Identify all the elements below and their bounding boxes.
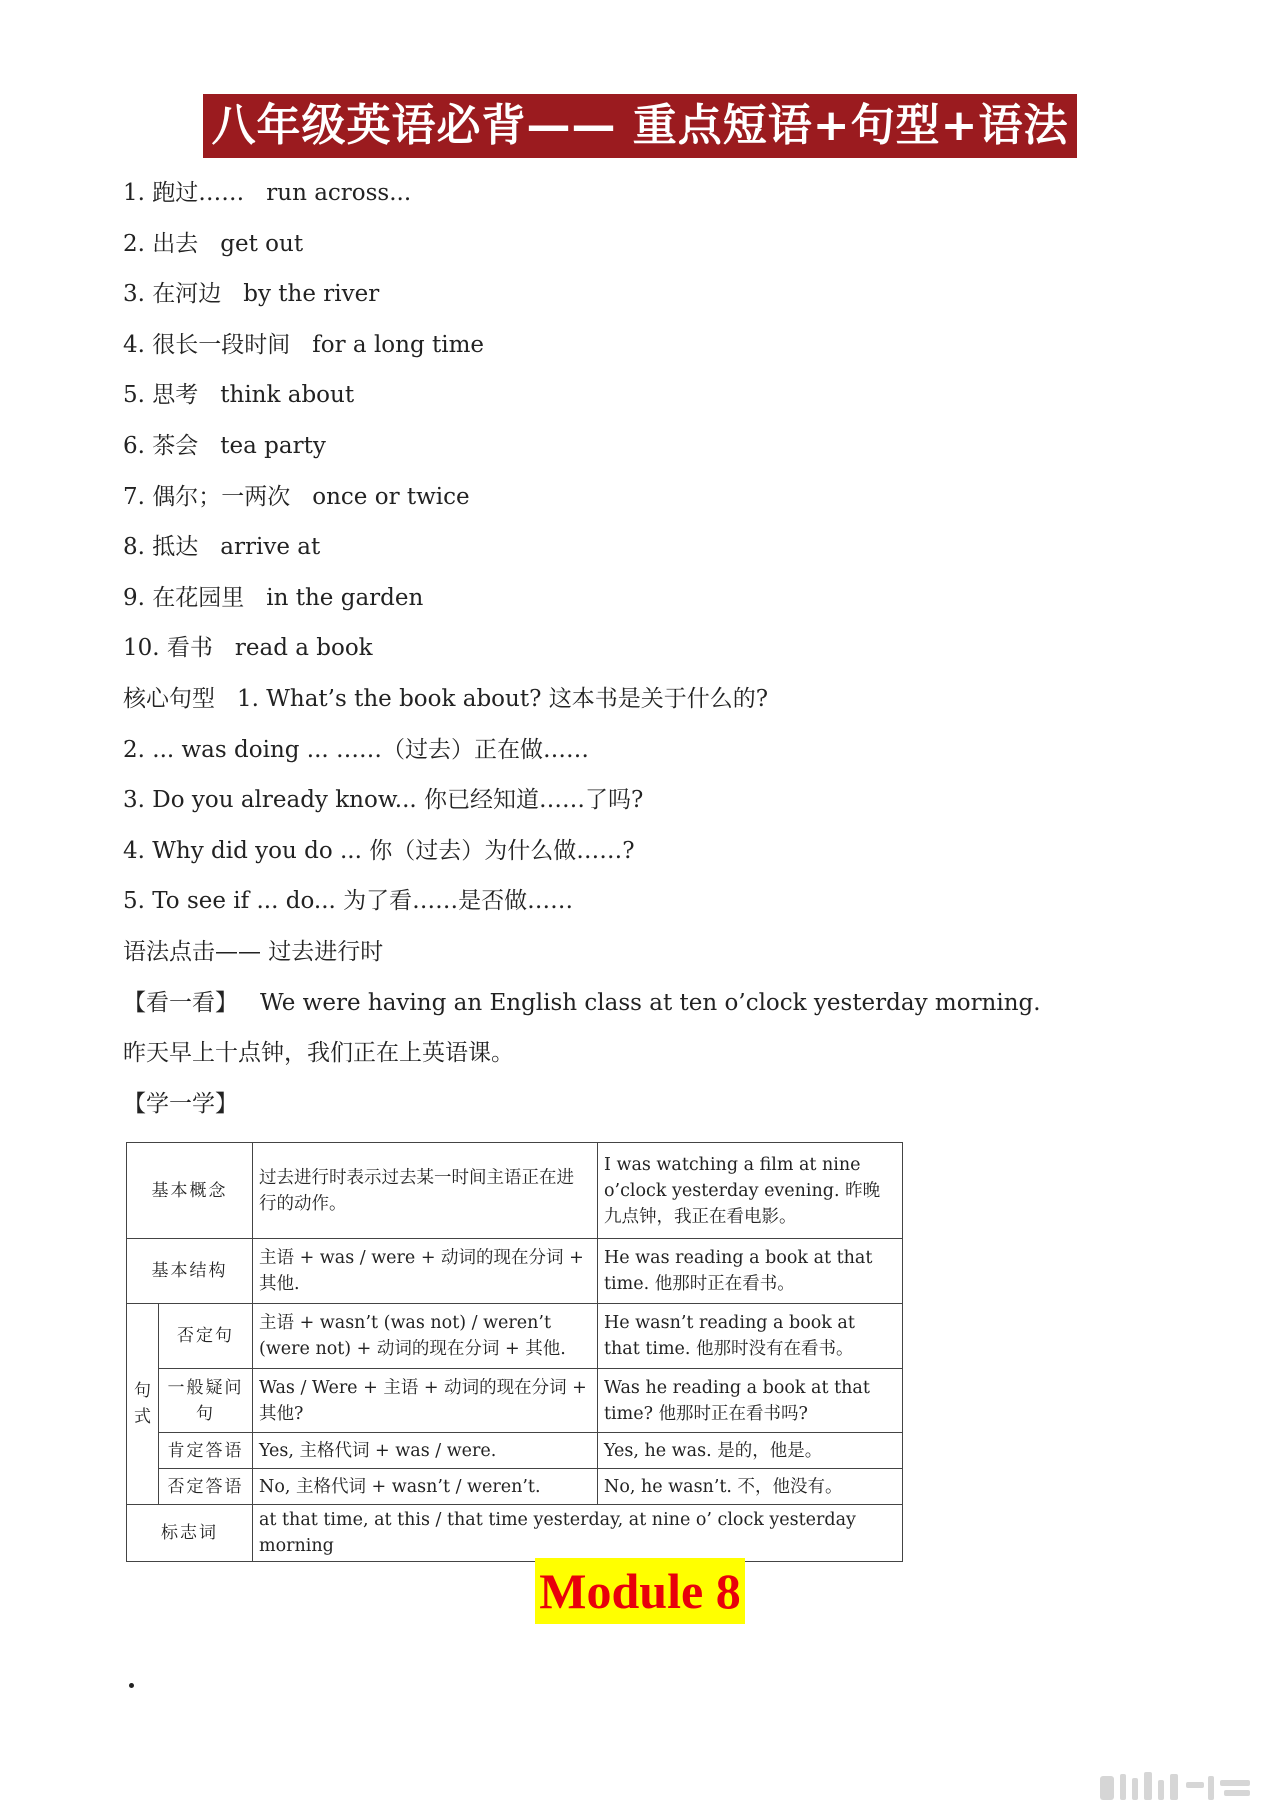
table-row xyxy=(127,1239,903,1304)
table-cell: 主语 + wasn’t (was not) / weren’t (were not) + 动词的现在分词 + 其他. xyxy=(253,1304,598,1369)
item-zh: 2. ... was doing ... ……（过去）正在做…… xyxy=(123,736,590,763)
item-zh: 8. 抵达 xyxy=(123,534,199,561)
item-en: read a book xyxy=(234,635,373,662)
item-en: by the river xyxy=(243,281,380,308)
item-zh: 3. 在河边 xyxy=(123,281,222,308)
item-en: once or twice xyxy=(312,483,470,510)
item-en: think about xyxy=(220,382,355,409)
table-cell: 基本概念 xyxy=(127,1143,253,1239)
list-item xyxy=(123,573,1223,624)
item-en: We were having an English class at ten o’clock yesterday morning. xyxy=(260,989,1041,1016)
list-item xyxy=(123,421,1223,472)
table-cell: 基本结构 xyxy=(127,1239,253,1304)
title-banner xyxy=(0,94,1280,158)
item-zh: 昨天早上十点钟，我们正在上英语课。 xyxy=(123,1040,514,1067)
table-cell: 过去进行时表示过去某一时间主语正在进行的动作。 xyxy=(253,1143,598,1239)
item-zh: 4. Why did you do ... 你（过去）为什么做……? xyxy=(123,837,635,864)
item-zh: 语法点击—— 过去进行时 xyxy=(123,938,384,965)
item-en: tea party xyxy=(220,432,326,459)
table-cell: I was watching a film at nine o’clock yesterday evening. 昨晚九点钟，我正在看电影。 xyxy=(598,1143,903,1239)
list-item xyxy=(123,269,1223,320)
table-cell: Yes, he was. 是的，他是。 xyxy=(598,1433,903,1469)
table-row xyxy=(127,1304,903,1369)
table-cell: 标志词 xyxy=(127,1505,253,1562)
item-zh: 5. 思考 xyxy=(123,382,199,409)
item-zh: 7. 偶尔；一两次 xyxy=(123,483,291,510)
sentence-item xyxy=(123,826,1223,877)
item-en: run across... xyxy=(266,180,412,206)
item-zh: 4. 很长一段时间 xyxy=(123,331,291,358)
grammar-heading xyxy=(123,927,1223,978)
table-row xyxy=(127,1143,903,1239)
item-zh: 3. Do you already know... 你已经知道……了吗? xyxy=(123,787,644,814)
list-item xyxy=(123,320,1223,371)
table-cell: No, he wasn’t. 不，他没有。 xyxy=(598,1469,903,1505)
sentence-heading xyxy=(123,674,1223,725)
table-cell: No, 主格代词 + wasn’t / weren’t. xyxy=(253,1469,598,1505)
item-zh: 5. To see if ... do... 为了看……是否做…… xyxy=(123,888,574,915)
list-item xyxy=(123,472,1223,523)
table-row xyxy=(127,1469,903,1505)
item-zh: 2. 出去 xyxy=(123,230,199,257)
table-row xyxy=(127,1505,903,1562)
table-cell: 否定句 xyxy=(159,1304,253,1369)
sentence-item xyxy=(123,775,1223,826)
item-zh: 【看一看】 xyxy=(123,989,238,1016)
table-cell: 主语 + was / were + 动词的现在分词 + 其他. xyxy=(253,1239,598,1304)
sentence-item xyxy=(123,725,1223,776)
list-item xyxy=(123,370,1223,421)
item-en: in the garden xyxy=(266,584,424,611)
item-zh: 6. 茶会 xyxy=(123,432,199,459)
page-title: 八年级英语必背—— 重点短语+句型+语法 xyxy=(203,94,1076,158)
item-zh: 10. 看书 xyxy=(123,635,213,662)
list-item xyxy=(123,219,1223,270)
table-cell: 肯定答语 xyxy=(159,1433,253,1469)
table-cell: Was / Were + 主语 + 动词的现在分词 + 其他? xyxy=(253,1369,598,1433)
grammar-table-wrap xyxy=(126,1142,903,1562)
look-example xyxy=(123,978,1223,1029)
table-cell: 否定答语 xyxy=(159,1469,253,1505)
list-item xyxy=(123,522,1223,573)
item-zh: 1. 跑过…… xyxy=(123,180,245,206)
table-cell: He wasn’t reading a book at that time. 他那时没有在看书。 xyxy=(598,1304,903,1369)
learn-heading xyxy=(123,1079,1223,1130)
list-item xyxy=(123,168,1223,219)
table-row xyxy=(127,1369,903,1433)
item-zh: 【学一学】 xyxy=(123,1090,238,1117)
table-cell: He was reading a book at that time. 他那时正在看书。 xyxy=(598,1239,903,1304)
item-en: arrive at xyxy=(220,534,321,561)
table-row xyxy=(127,1433,903,1469)
table-cell: Was he reading a book at that time? 他那时正在看书吗? xyxy=(598,1369,903,1433)
table-cell: at that time, at this / that time yesterday, at nine o’ clock yesterday morning xyxy=(253,1505,903,1562)
module-heading: Module 8 xyxy=(535,1558,744,1624)
look-translation xyxy=(123,1028,1223,1079)
item-en: get out xyxy=(220,230,304,257)
grammar-table xyxy=(126,1142,903,1562)
watermark-icon xyxy=(1098,1770,1258,1802)
bullet-dot xyxy=(129,1683,134,1688)
item-en: 1. What’s the book about? 这本书是关于什么的? xyxy=(237,685,769,712)
list-item xyxy=(123,623,1223,674)
phrase-list xyxy=(123,168,1223,1129)
item-zh: 9. 在花园里 xyxy=(123,584,245,611)
sentence-item xyxy=(123,876,1223,927)
table-cell: 句式 xyxy=(127,1304,159,1505)
table-cell: 一般疑问句 xyxy=(159,1369,253,1433)
item-zh: 核心句型 xyxy=(123,685,215,712)
module-banner xyxy=(0,1558,1280,1624)
item-en: for a long time xyxy=(312,331,485,358)
table-cell: Yes, 主格代词 + was / were. xyxy=(253,1433,598,1469)
